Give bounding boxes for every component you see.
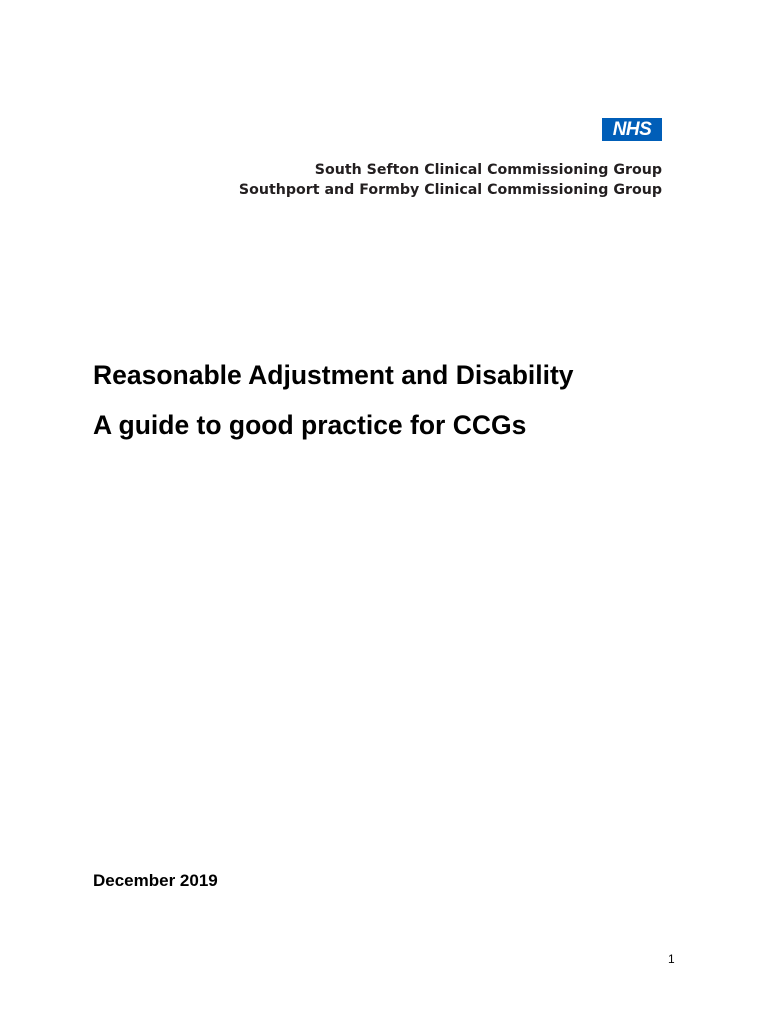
organisation-name-southport-formby: Southport and Formby Clinical Commissioning Group: [238, 182, 662, 198]
document-title: [93, 350, 574, 450]
organisation-name-south-sefton: South Sefton Clinical Commissioning Group: [314, 162, 662, 178]
organisation-names: [239, 160, 662, 200]
page-number: 1: [668, 952, 675, 966]
document-date: December 2019: [93, 871, 218, 890]
document-title-line-2: A guide to good practice for CCGs: [93, 410, 527, 440]
nhs-logo-text: NHS: [612, 119, 652, 140]
nhs-logo: [602, 118, 662, 141]
document-title-line-1: Reasonable Adjustment and Disability: [93, 360, 574, 390]
